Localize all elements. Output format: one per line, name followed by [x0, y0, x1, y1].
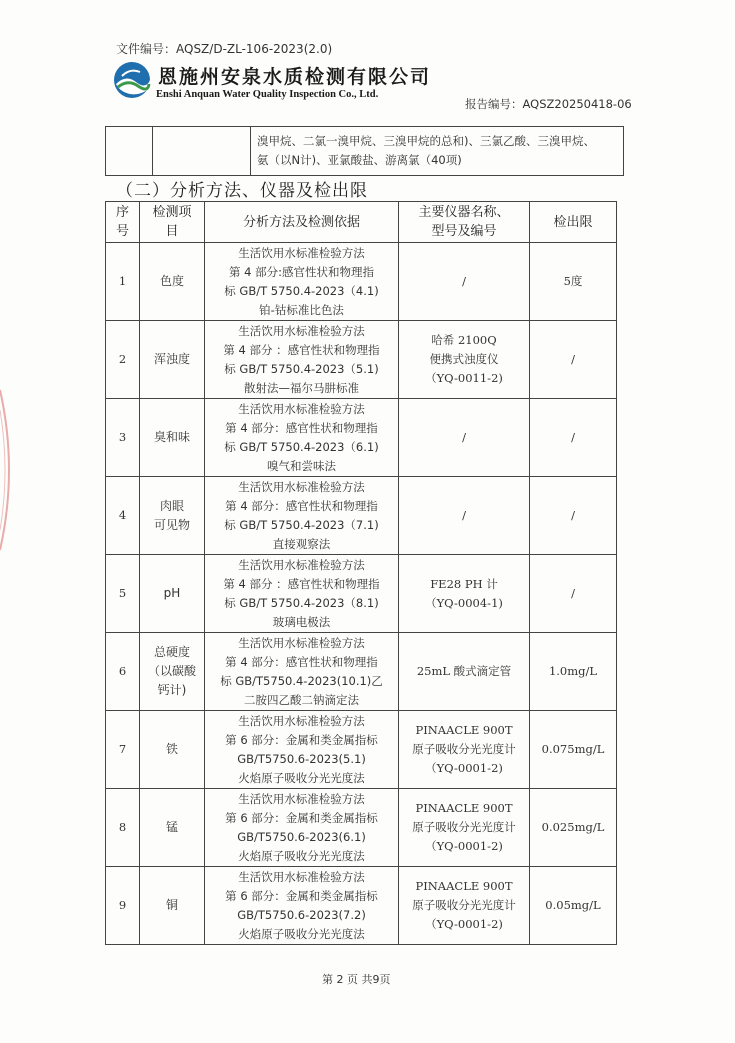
- cell-line: /: [462, 430, 466, 444]
- detection-limit: 0.075mg/L: [530, 711, 617, 789]
- cell-line: 标 GB/T 5750.4-2023（8.1): [224, 595, 379, 610]
- row-number: 6: [106, 633, 140, 711]
- header-line: 检测项: [152, 205, 192, 220]
- table-row: [106, 243, 617, 321]
- cell-line: GB/T5750.6-2023(6.1): [237, 829, 366, 844]
- cell-line: 铁: [165, 742, 178, 756]
- cell-line: 总硬度: [153, 645, 190, 659]
- instrument-cell: [399, 711, 530, 789]
- table-row: [106, 711, 617, 789]
- header-line: 型号及编号: [431, 224, 497, 239]
- method-cell: [205, 243, 399, 321]
- test-item: [140, 867, 205, 945]
- cell-line: PINAACLE 900T: [415, 801, 513, 815]
- cell-line: 嗅气和尝味法: [267, 458, 336, 473]
- row-number: 1: [106, 243, 140, 321]
- cell-line: 第 4 部分：感官性状和物理指: [225, 420, 378, 435]
- instrument-cell: [399, 867, 530, 945]
- cell-line: 标 GB/T 5750.4-2023（5.1): [224, 361, 379, 376]
- cell-line: 标 GB/T 5750.4-2023（4.1): [224, 283, 379, 298]
- cell-line: 原子吸收分光光度计: [412, 820, 516, 834]
- instrument-cell: [399, 477, 530, 555]
- table-row: [106, 555, 617, 633]
- cell-line: 第 4 部分 ：感官性状和物理指: [223, 576, 380, 591]
- header-line: 主要仪器名称、: [418, 205, 510, 220]
- header-item: [140, 202, 205, 243]
- cell-line: /: [462, 274, 466, 288]
- instrument-cell: [399, 555, 530, 633]
- table-row: [106, 789, 617, 867]
- table-row: [106, 633, 617, 711]
- header-seq: [106, 202, 140, 243]
- cell-line: 原子吸收分光光度计: [412, 898, 516, 912]
- table-row: [106, 867, 617, 945]
- cell-line: 钙计): [157, 683, 187, 697]
- document-number: 文件编号：AQSZ/D-ZL-106-2023(2.0): [116, 42, 333, 56]
- company-name-en: Enshi Anquan Water Quality Inspection Co., Ltd.: [156, 89, 379, 100]
- test-item: [140, 477, 205, 555]
- header-line: 序: [115, 205, 129, 220]
- test-item: [140, 789, 205, 867]
- cell-line: PINAACLE 900T: [415, 723, 513, 737]
- cell-line: 可见物: [153, 517, 190, 532]
- header-line: 目: [165, 224, 179, 239]
- table-row: [106, 127, 624, 176]
- cell-line: 生活饮用水标准检验方法: [238, 323, 365, 338]
- instrument-cell: [399, 321, 530, 399]
- cell-line: 便携式浊度仪: [429, 352, 499, 366]
- cell-line: 标 GB/T5750.4-2023(10.1)乙: [220, 673, 383, 688]
- cell-line: （以碳酸: [147, 664, 196, 678]
- cell-line: 火焰原子吸收分光光度法: [238, 926, 365, 941]
- method-cell: [205, 867, 399, 945]
- cell-line: 浑浊度: [153, 352, 190, 366]
- method-cell: [205, 321, 399, 399]
- row-number: 9: [106, 867, 140, 945]
- table-cell: [153, 127, 251, 176]
- cell-line: 第 6 部分：金属和类金属指标: [225, 888, 378, 903]
- cell-line: 第 6 部分：金属和类金属指标: [225, 732, 378, 747]
- cell-line: 二胺四乙酸二钠滴定法: [244, 692, 359, 707]
- cell-line: 火焰原子吸收分光光度法: [238, 770, 365, 785]
- method-cell: [205, 399, 399, 477]
- cell-line: 臭和味: [153, 430, 190, 444]
- detection-limit: /: [530, 477, 617, 555]
- table-row: [106, 321, 617, 399]
- cell-line: 铂-钴标准比色法: [259, 302, 344, 317]
- header-instrument: [399, 202, 530, 243]
- cell-line: 生活饮用水标准检验方法: [238, 401, 365, 416]
- cell-line: 生活饮用水标准检验方法: [238, 869, 365, 884]
- detection-limit: /: [530, 321, 617, 399]
- header-method: 分析方法及检测依据: [205, 202, 399, 243]
- row-number: 7: [106, 711, 140, 789]
- table-header-row: [106, 202, 617, 243]
- company-logo-icon: [112, 60, 152, 100]
- table-cell: [106, 127, 153, 176]
- detection-limit: 1.0mg/L: [530, 633, 617, 711]
- cell-line: 第 4 部分:感官性状和物理指: [228, 264, 374, 279]
- method-cell: [205, 555, 399, 633]
- instrument-cell: [399, 789, 530, 867]
- methods-table: [105, 201, 617, 945]
- test-item: [140, 633, 205, 711]
- cell-line: （YQ-0001-2): [425, 917, 503, 931]
- detection-limit: /: [530, 555, 617, 633]
- method-cell: [205, 789, 399, 867]
- cell-line: 生活饮用水标准检验方法: [238, 791, 365, 806]
- header-limit: 检出限: [530, 202, 617, 243]
- page-number: 第 2 页 共9页: [322, 973, 391, 986]
- method-cell: [205, 711, 399, 789]
- table-row: [106, 399, 617, 477]
- cell-line: 第 4 部分 ：感官性状和物理指: [223, 342, 380, 357]
- cell-line: 直接观察法: [272, 536, 331, 551]
- detection-limit: 5度: [530, 243, 617, 321]
- cell-line: 生活饮用水标准检验方法: [238, 245, 365, 260]
- test-item: [140, 399, 205, 477]
- test-item: [140, 243, 205, 321]
- cell-line: 铜: [165, 898, 178, 912]
- cell-line: 溴甲烷、二氯一溴甲烷、三溴甲烷的总和)、三氯乙酸、三溴甲烷、: [257, 134, 595, 148]
- cell-line: 第 4 部分：感官性状和物理指: [225, 498, 378, 513]
- cell-line: 肉眼: [159, 498, 184, 513]
- continuation-table: [105, 126, 624, 176]
- instrument-cell: [399, 633, 530, 711]
- cell-line: 生活饮用水标准检验方法: [238, 479, 365, 494]
- cell-line: （YQ-0001-2): [425, 839, 503, 853]
- cell-line: （YQ-0001-2): [425, 761, 503, 775]
- cell-line: 标 GB/T 5750.4-2023（6.1): [224, 439, 379, 454]
- cell-line: 原子吸收分光光度计: [412, 742, 516, 756]
- cell-line: /: [462, 508, 466, 522]
- cell-line: GB/T5750.6-2023(7.2): [237, 907, 366, 922]
- table-row: [106, 477, 617, 555]
- header-line: 号: [115, 224, 129, 239]
- seal-stamp-fragment-icon: [0, 380, 22, 560]
- cell-line: 生活饮用水标准检验方法: [238, 635, 365, 650]
- cell-line: 锰: [165, 820, 178, 834]
- cell-line: 第 6 部分：金属和类金属指标: [225, 810, 378, 825]
- detection-limit: /: [530, 399, 617, 477]
- cell-line: 玻璃电极法: [272, 614, 331, 629]
- table-cell: [251, 127, 624, 176]
- cell-line: 哈希 2100Q: [431, 333, 497, 347]
- cell-line: 25mL 酸式滴定管: [416, 664, 512, 678]
- row-number: 5: [106, 555, 140, 633]
- method-cell: [205, 633, 399, 711]
- cell-line: GB/T5750.6-2023(5.1): [237, 751, 366, 766]
- cell-line: 散射法—福尔马肼标准: [244, 380, 359, 395]
- cell-line: 氨（以N计)、亚氯酸盐、游离氯（40项): [257, 153, 462, 167]
- section-title: （二）分析方法、仪器及检出限: [116, 181, 368, 201]
- cell-line: 生活饮用水标准检验方法: [238, 557, 365, 572]
- row-number: 8: [106, 789, 140, 867]
- report-number: 报告编号：AQSZ20250418-06: [465, 97, 632, 111]
- cell-line: （YQ-0011-2): [425, 371, 503, 385]
- instrument-cell: [399, 243, 530, 321]
- test-item: [140, 555, 205, 633]
- cell-line: 生活饮用水标准检验方法: [238, 713, 365, 728]
- cell-line: 标 GB/T 5750.4-2023（7.1): [224, 517, 379, 532]
- method-cell: [205, 477, 399, 555]
- cell-line: pH: [163, 586, 181, 600]
- cell-line: 色度: [159, 274, 184, 288]
- row-number: 3: [106, 399, 140, 477]
- row-number: 2: [106, 321, 140, 399]
- test-item: [140, 321, 205, 399]
- cell-line: PINAACLE 900T: [415, 879, 513, 893]
- instrument-cell: [399, 399, 530, 477]
- row-number: 4: [106, 477, 140, 555]
- cell-line: （YQ-0004-1): [425, 595, 503, 610]
- company-name-cn: 恩施州安泉水质检测有限公司: [158, 66, 432, 88]
- cell-line: 火焰原子吸收分光光度法: [238, 848, 365, 863]
- cell-line: FE28 PH 计: [430, 576, 498, 591]
- detection-limit: 0.025mg/L: [530, 789, 617, 867]
- cell-line: 第 4 部分：感官性状和物理指: [225, 654, 378, 669]
- detection-limit: 0.05mg/L: [530, 867, 617, 945]
- test-item: [140, 711, 205, 789]
